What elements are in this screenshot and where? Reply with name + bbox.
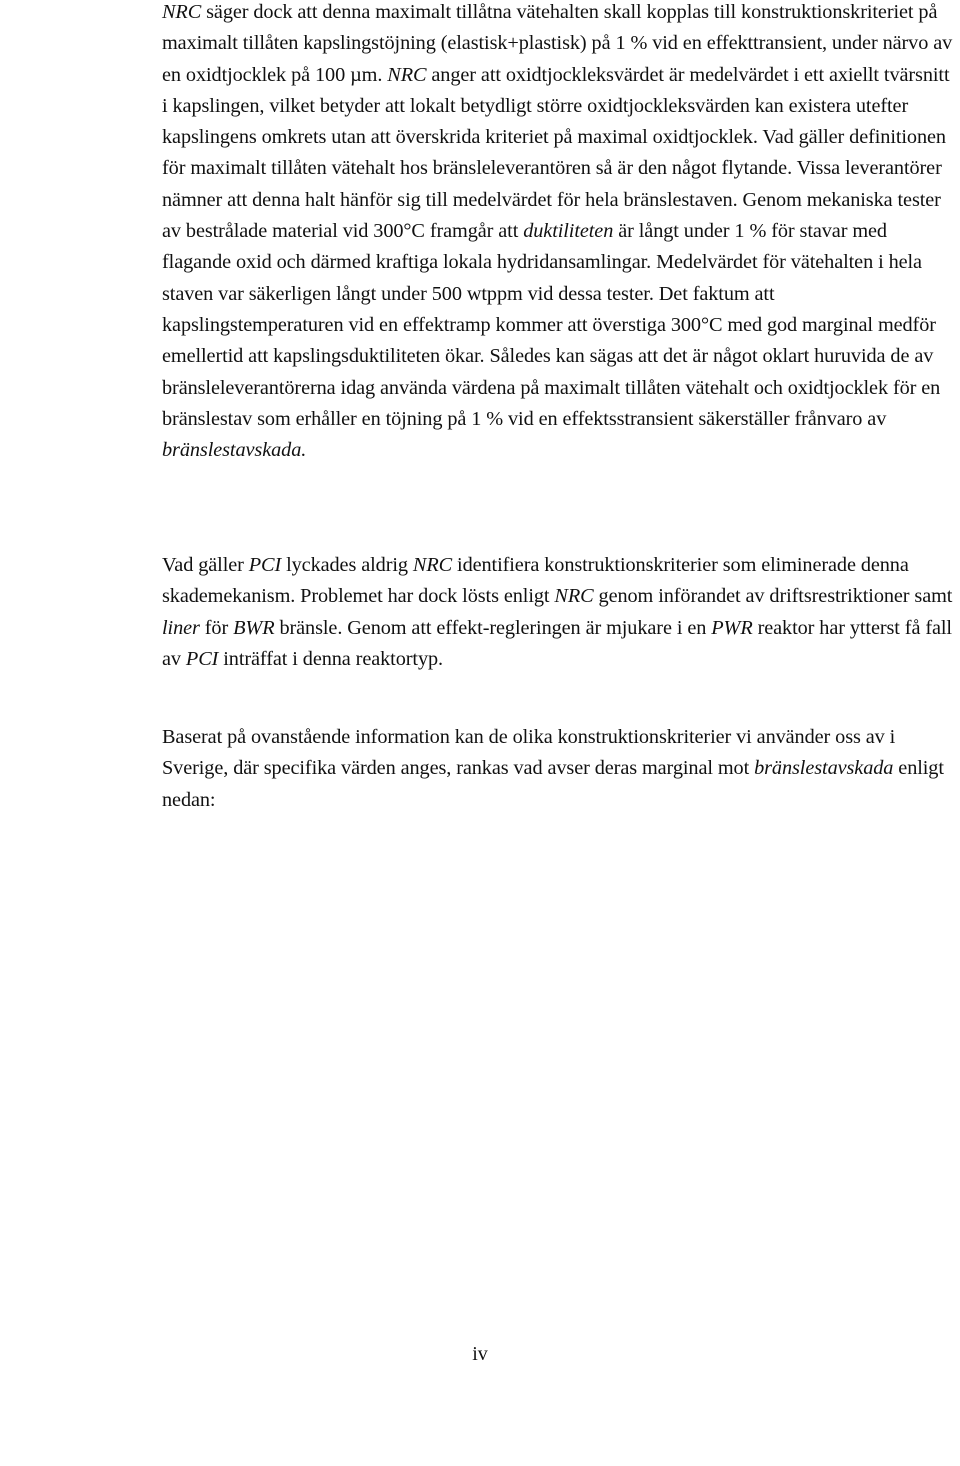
- text-segment: för: [199, 616, 234, 639]
- text-segment: identifiera konstruktionskriterier som eliminerade denna skademekanism. Problemet har dock lösts enligt: [162, 554, 909, 608]
- page-number: iv: [472, 1343, 488, 1365]
- liner-term: liner: [162, 616, 200, 639]
- text-segment: lyckades aldrig: [281, 554, 413, 576]
- nrc-term: NRC: [412, 554, 453, 576]
- fuel-rod-damage-term: bränslestavskada.: [162, 439, 307, 462]
- paragraph-ranking-intro: [162, 722, 954, 816]
- text-segment: inträffat i denna reaktortyp.: [218, 647, 443, 670]
- ductility-term: duktiliteten: [523, 220, 614, 243]
- text-segment: är långt under 1 % för stavar med flagande oxid och därmed kraftiga lokala hydridansamlingar. Medelvärdet för vätehalten i hela staven var säkerligen långt under 500 wtppm vid dessa tester. Det faktum att kapslingstemperaturen vid en effektramp kommer att överstiga 300°C med god marginal medför emellertid att kapslingsduktiliteten ökar. Således kan sägas att det är något oklart huruvida de av bränsleleverantörerna idag använda värdena på maximalt tillåten vätehalt och oxidtjocklek för en bränslestav som erhåller en töjning på 1 % vid en effektsstransient säkerställer frånvaro av: [162, 220, 941, 430]
- nrc-term: NRC: [162, 1, 202, 23]
- text-segment: bränsle. Genom att effekt-regleringen är mjukare i en: [274, 616, 712, 639]
- text-segment: Vad gäller: [162, 554, 249, 576]
- text-segment: anger att oxidtjockleksvärdet är medelvärdet i ett axiellt tvärsnitt i kapslingen, vilket betyder att lokalt betydligt större oxidtjockleksvärden kan existera utefter kapslingens omkrets utan att överskrida kriteriet på maximal oxidtjocklek. Vad gäller definitionen för maximalt tillåten vätehalt hos bränsleleverantören så är den något flytande. Vissa leverantörer nämner att denna halt hänför sig till medelvärdet för hela bränslestaven. Genom mekaniska tester av bestrålade material vid 300°C framgår att: [162, 63, 950, 243]
- text-segment: enligt nedan:: [162, 757, 944, 811]
- pwr-term: PWR: [711, 616, 753, 639]
- nrc-term: NRC: [387, 63, 427, 86]
- text-segment: genom införandet av driftsrestriktioner samt: [593, 585, 953, 608]
- fuel-rod-damage-term: bränslestavskada: [754, 757, 894, 780]
- bwr-term: BWR: [233, 616, 275, 639]
- text-segment: reaktor har ytterst få fall av: [162, 616, 952, 670]
- text-segment: Baserat på ovanstående information kan de olika konstruktionskriterier vi använder oss av i Sverige, där specifika värden anges, rankas vad avser deras marginal mot: [162, 726, 896, 780]
- paragraph-pci: [162, 550, 954, 675]
- paragraph-nrc-hydrogen-criteria: [162, 0, 954, 466]
- nrc-term: NRC: [554, 585, 594, 608]
- text-segment: säger dock att denna maximalt tillåtna vätehalten skall kopplas till konstruktionskriteriet på maximalt tillåten kapslingstöjning (elastisk+plastisk) på 1 % vid en effekttransient, under närvo av en oxidtjocklek på 100 µm.: [162, 1, 953, 86]
- pci-term: PCI: [248, 554, 282, 576]
- pci-term: PCI: [185, 647, 219, 670]
